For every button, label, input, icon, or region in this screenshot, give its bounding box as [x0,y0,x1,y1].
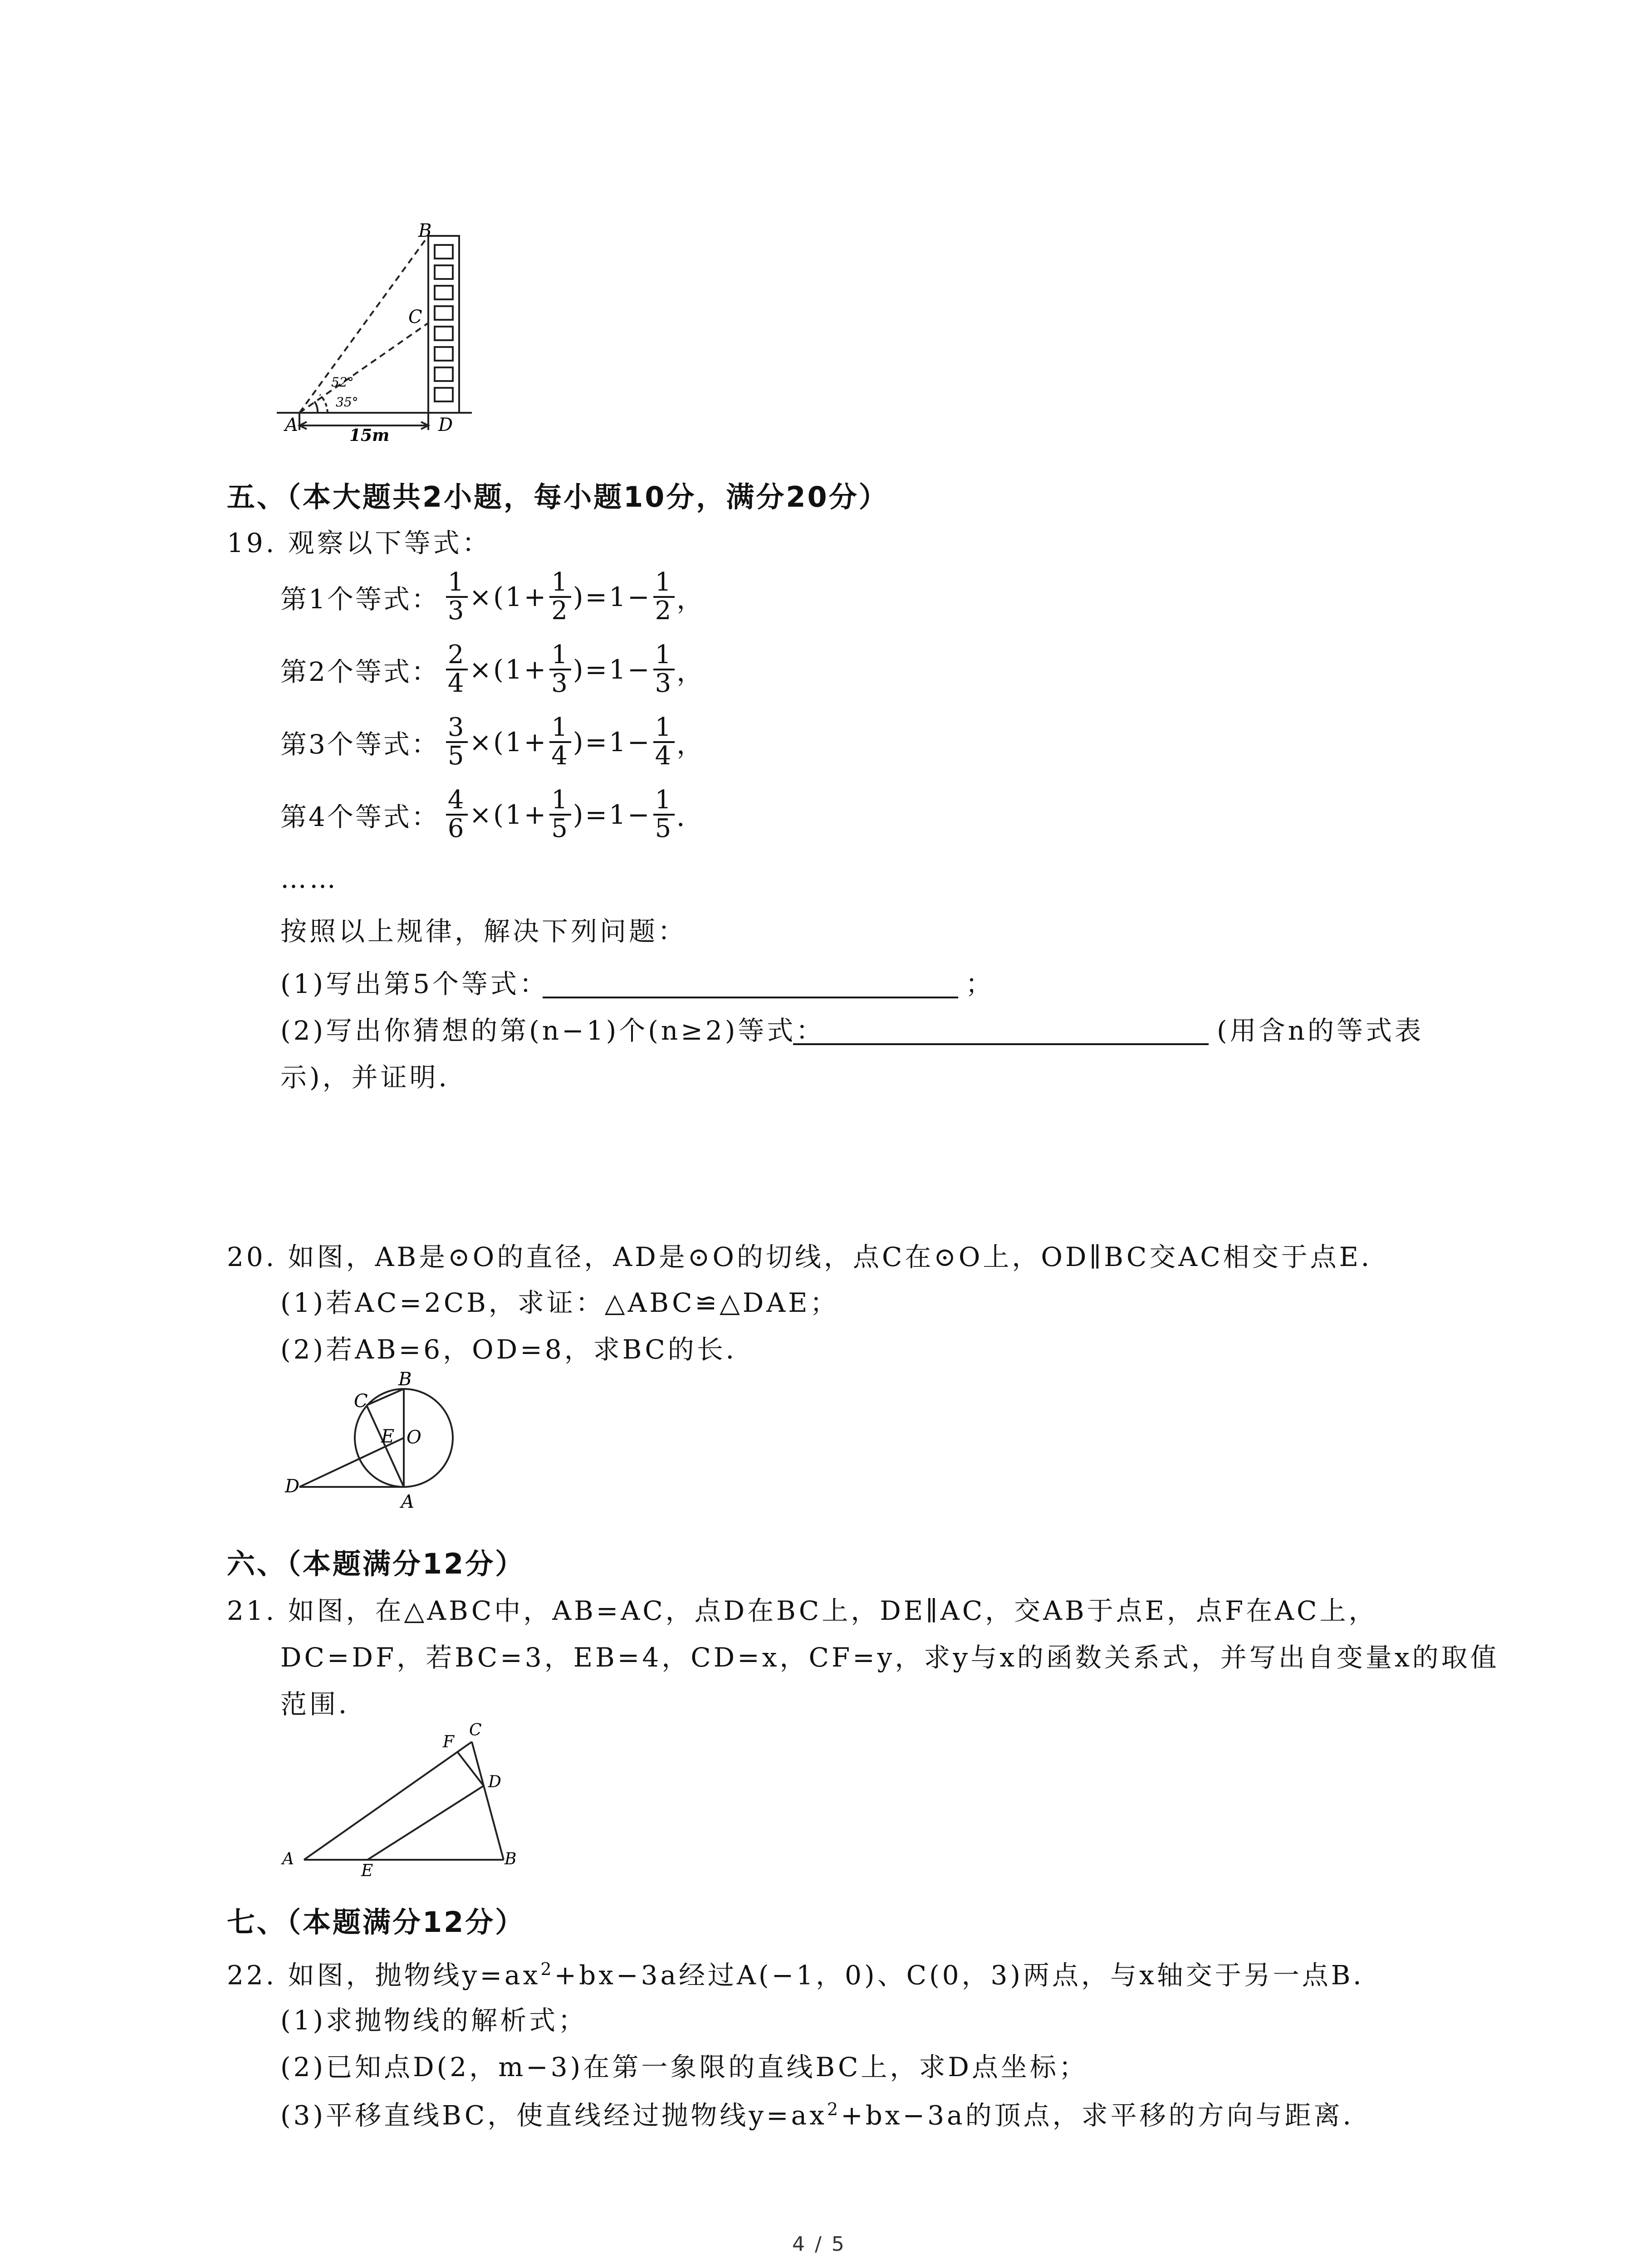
fraction: $\frac{1}{5}$ [653,787,675,842]
fig21-label-f: F [443,1733,454,1751]
fraction: $\frac{1}{2}$ [653,569,675,625]
q19-part2: (2)写出你猜想的第(n−1)个(n≥2)等式： [280,1015,825,1046]
fraction: $\frac{4}{6}$ [446,787,468,842]
fraction: $\frac{1}{4}$ [549,714,571,770]
fig20-label-b: B [398,1369,412,1390]
q19-equation-2: 第2个等式： $\frac{2}{4}$ ×(1+ $\frac{1}{3}$ )=1− $\frac{1}{3}$ ， [280,640,705,698]
equation-label: 第3个等式： [280,728,440,760]
fig18-label-b: B [418,220,432,241]
fig20-label-e: E [381,1426,395,1447]
q22-part1: (1)求抛物线的解析式； [280,2005,588,2036]
q19-part2-end: (用含n的等式表 [1217,1015,1424,1046]
q22-stem: 22. 如图，抛物线$y=ax^2+bx-3a$经过A(−1，0)、C(0，3)两点，与x轴交于另一点B． [227,1959,1382,1991]
fig18-angle-52: 52° [331,375,354,390]
fig21-label-e: E [361,1862,373,1878]
fig21-label-a: A [282,1850,294,1868]
section-5-heading: 五、（本大题共2小题，每小题10分，满分20分） [227,480,889,513]
page-number: 4 / 5 [792,2233,846,2256]
q21-line2: DC=DF，若BC=3，EB=4，CD=x，CF=y，求y与x的函数关系式，并写出自变量x的取值 [280,1642,1499,1673]
fraction: $\frac{1}{3}$ [653,642,675,697]
fraction: $\frac{1}{3}$ [549,642,571,697]
q22-part3: (3)平移直线BC，使直线经过抛物线$y=ax^2+bx-3a$的顶点，求平移的方向与距离． [280,2099,1372,2131]
q19-ellipsis: …… [280,863,338,894]
equation-label: 第1个等式： [280,583,440,615]
q20-stem: 20. 如图，AB是⊙O的直径，AD是⊙O的切线，点C在⊙O上，OD∥BC交AC相交于点E． [227,1242,1390,1272]
fig20-label-d: D [285,1476,300,1497]
section-7-heading: 七、（本题满分12分） [227,1906,525,1939]
q19-part1-answer-blank[interactable] [543,997,958,998]
fig18-angle-35: 35° [336,395,358,410]
q19-part2-answer-blank[interactable] [793,1043,1209,1045]
exponent: 2 [540,1959,554,1979]
q19-part1-end: ； [965,968,995,999]
q21-line1: 21. 如图，在△ABC中，AB=AC，点D在BC上，DE∥AC，交AB于点E，点F在AC上， [227,1595,1378,1626]
fraction: $\frac{1}{5}$ [549,787,571,842]
triangle-figure [272,1719,526,1878]
q19-stem: 19. 观察以下等式： [227,528,491,558]
q19-instruction: 按照以上规律，解决下列问题： [280,916,687,947]
fraction: $\frac{1}{4}$ [653,714,675,770]
building-angle-figure [272,218,481,445]
q21-line3: 范围． [280,1689,368,1720]
fig21-label-b: B [505,1850,517,1868]
circle-tangent-figure [272,1365,463,1520]
fraction: $\frac{2}{4}$ [446,642,468,697]
q19-part2-cont: 示)，并证明． [280,1062,468,1093]
q19-part1: (1)写出第5个等式： [280,968,549,999]
q20-part2: (2)若AB=6，OD=8，求BC的长． [280,1334,755,1365]
q19-equation-1: 第1个等式： $\frac{1}{3}$ ×(1+ $\frac{1}{2}$ )=1− $\frac{1}{2}$ ， [280,567,705,626]
fig21-label-c: C [469,1721,482,1740]
fig20-label-c: C [354,1391,368,1412]
q22-part2: (2)已知点D(2，m−3)在第一象限的直线BC上，求D点坐标； [280,2052,1088,2082]
equation-label: 第2个等式： [280,656,440,687]
fig18-label-c: C [408,307,422,327]
fig18-distance: 15m [349,426,390,445]
fig20-label-a: A [401,1491,414,1512]
q19-equation-3: 第3个等式： $\frac{3}{5}$ ×(1+ $\frac{1}{4}$ )=1− $\frac{1}{4}$ ， [280,713,705,771]
q19-equation-4: 第4个等式： $\frac{4}{6}$ ×(1+ $\frac{1}{5}$ )=1− $\frac{1}{5}$ ． [280,785,705,843]
equation-label: 第4个等式： [280,801,440,832]
exponent: 2 [827,2099,841,2119]
fraction: $\frac{1}{2}$ [549,569,571,625]
fig20-label-o: O [407,1427,421,1448]
fig18-label-d: D [438,415,453,435]
section-6-heading: 六、（本题满分12分） [227,1547,525,1580]
fraction: $\frac{1}{3}$ [446,569,468,625]
fig21-label-d: D [488,1773,501,1791]
fraction: $\frac{3}{5}$ [446,714,468,770]
q20-part1: (1)若AC=2CB，求证：△ABC≌△DAE； [280,1287,839,1318]
fig18-label-a: A [285,415,298,435]
